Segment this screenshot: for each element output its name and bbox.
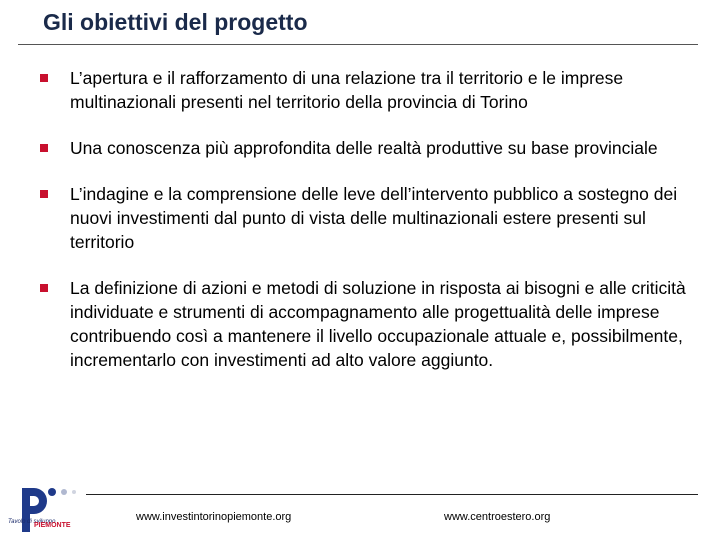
bullet-text: Una conoscenza più approfondita delle realtà produttive su base provinciale bbox=[70, 138, 658, 158]
objectives-list bbox=[40, 66, 690, 394]
list-item bbox=[40, 136, 690, 160]
bullet-text: L’indagine e la comprensione delle leve dell’intervento pubblico a sostegno dei nuovi investimenti dal punto di vista delle multinazionali estere presenti sul territorio bbox=[70, 184, 678, 252]
page-title: Gli obiettivi del progetto bbox=[43, 9, 308, 35]
logo-brand: PIEMONTE bbox=[34, 522, 71, 529]
investintorino-link[interactable]: www.investintorinopiemonte.org bbox=[136, 511, 292, 523]
footer-divider bbox=[86, 494, 698, 495]
list-item bbox=[40, 182, 690, 254]
bullet-square-icon bbox=[40, 284, 48, 292]
bullet-square-icon bbox=[40, 190, 48, 198]
bullet-text: L’apertura e il rafforzamento di una relazione tra il territorio e le imprese multinazionali presenti nel territorio della provincia di Torino bbox=[70, 68, 624, 112]
logo-tagline: Tavolo di sviluppo bbox=[8, 519, 56, 525]
title-divider bbox=[18, 44, 698, 45]
bullet-text: La definizione di azioni e metodi di soluzione in risposta ai bisogni e alle criticità individuate e strumenti di accompagnamento alle progettualità delle imprese contribuendo così a mantenere il livello occupazionale attuale e, possibilmente, incrementarlo con investimenti ad alto valore aggiunto. bbox=[70, 278, 686, 370]
list-item bbox=[40, 276, 690, 372]
bullet-square-icon bbox=[40, 144, 48, 152]
centroestero-link[interactable]: www.centroestero.org bbox=[444, 511, 551, 523]
p-dot-logo-icon bbox=[8, 482, 88, 538]
list-item bbox=[40, 66, 690, 114]
bullet-square-icon bbox=[40, 74, 48, 82]
